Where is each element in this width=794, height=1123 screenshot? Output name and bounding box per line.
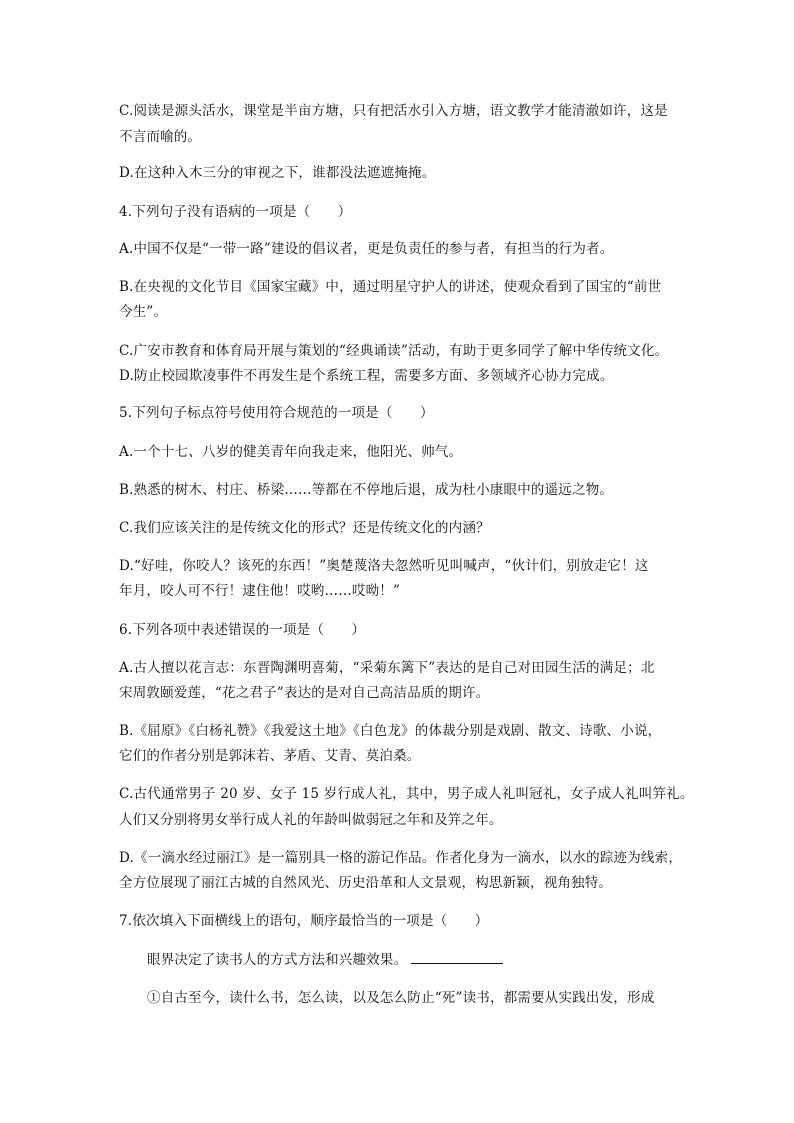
option-4b-line-1: B.在央视的文化节目《国家宝藏》中，通过明星守护人的讲述，使观众看到了国宝的“前世	[119, 279, 662, 295]
option-6b-line-1: B.《屈原》《白杨礼赞》《我爱这土地》《白色龙》的体裁分别是戏剧、散文、诗歌、小说，	[119, 723, 662, 739]
option-6a-line-2: 宋周敦颐爱莲，“花之君子”表达的是对自己高洁品质的期许。	[119, 685, 490, 701]
option-6d-line-1: D.《一滴水经过丽江》是一篇别具一格的游记作品。作者化身为一滴水，以水的踪迹为线索，	[119, 850, 683, 866]
question-4: 4.下列句子没有语病的一项是（ ）	[119, 204, 352, 220]
question-7-stem	[147, 951, 503, 969]
option-4c: C.广安市教育和体育局开展与策划的“经典诵读”活动，有助于更多同学了解中华传统文化。	[119, 343, 669, 359]
option-4b-line-2: 今生”。	[119, 304, 168, 320]
option-5d-line-2: 年月，咬人可不行！逮住他！哎哟……哎呦！”	[119, 583, 401, 599]
option-3c-line-2: 不言而喻的。	[119, 129, 202, 145]
question-7-sentence-1: ①自古至今，读什么书，怎么读，以及怎么防止“死”读书，都需要从实践出发，形成	[147, 990, 655, 1006]
option-6a-line-1: A.古人擅以花言志：东晋陶渊明喜菊，“采菊东篱下”表达的是自己对田园生活的满足；北	[119, 660, 655, 676]
option-5b: B.熟悉的树木、村庄、桥梁……等都在不停地后退，成为杜小康眼中的遥远之物。	[119, 482, 614, 498]
option-6c-line-2: 人们又分别将男女举行成人礼的年龄叫做弱冠之年和及笄之年。	[119, 812, 503, 828]
option-4d: D.防止校园欺凌事件不再发生是个系统工程，需要多方面、多领域齐心协力完成。	[119, 368, 614, 384]
fill-in-blank	[411, 951, 503, 964]
question-7: 7.依次填入下面横线上的语句，顺序最恰当的一项是（ ）	[119, 913, 489, 929]
option-5a: A.一个十七、八岁的健美青年向我走来，他阳光、帅气。	[119, 444, 463, 460]
option-6b-line-2: 它们的作者分别是郭沫若、茅盾、艾青、莫泊桑。	[119, 748, 421, 764]
question-5: 5.下列句子标点符号使用符合规范的一项是（ ）	[119, 405, 434, 421]
question-6: 6.下列各项中表述错误的一项是（ ）	[119, 622, 366, 638]
question-7-stem-text: 眼界决定了读书人的方式方法和兴趣效果。	[147, 952, 408, 968]
option-6d-line-2: 全方位展现了丽江古城的自然风光、历史沿革和人文景观，构思新颖，视角独特。	[119, 875, 613, 891]
option-5d-line-1: D.“好哇，你咬人？该死的东西！”奥楚蔑洛夫忽然听见叫喊声，“伙计们，别放走它！这	[119, 558, 649, 574]
option-3c-line-1: C.阅读是源头活水，课堂是半亩方塘，只有把活水引入方塘，语文教学才能清澈如许，这是	[119, 103, 668, 119]
option-4a: A.中国不仅是“一带一路”建设的倡议者，更是负责任的参与者，有担当的行为者。	[119, 241, 614, 257]
option-6c-line-1: C.古代通常男子 20 岁、女子 15 岁行成人礼，其中，男子成人礼叫冠礼，女子成人礼叫笄礼。	[119, 786, 694, 802]
option-3d: D.在这种入木三分的审视之下，谁都没法遮遮掩掩。	[119, 165, 436, 181]
option-5c: C.我们应该关注的是传统文化的形式？还是传统文化的内涵？	[119, 520, 490, 536]
